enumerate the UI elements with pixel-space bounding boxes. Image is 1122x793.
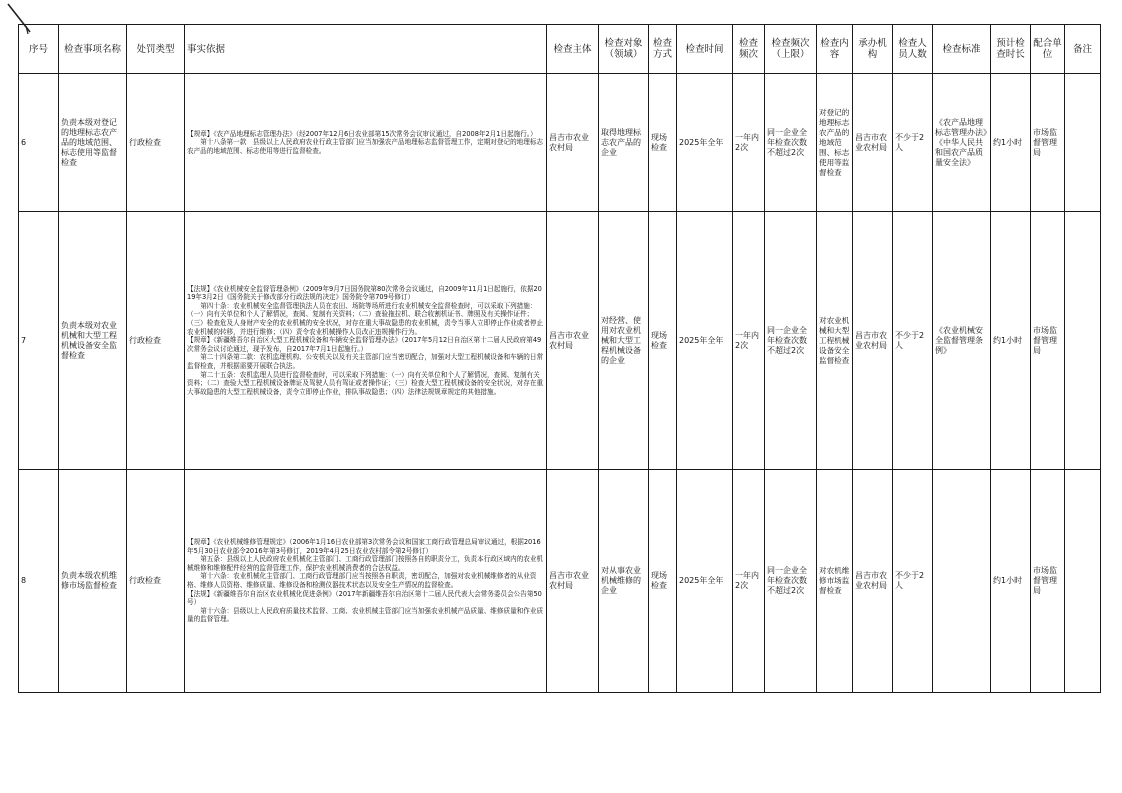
cell-subject: 昌吉市农业农村局	[547, 212, 599, 470]
basis-paragraph: 第二十五条：农机监理人员进行监督检查时，可以采取下列措施：（一）向有关单位和个人了解情况，查阅、复制有关资料；（二）查验大型工程机械设备牌证及驾驶人员有驾证或者操作证；（三）检查大型工程机械设备的安全状况，对存在重大事故隐患的大型工程机械设备，责令立即停止作业，排队事故隐患；（四）法律法规规章规定的其他措施。	[187, 370, 544, 396]
header-time: 检查时间	[677, 25, 733, 74]
cell-subject: 昌吉市农业农村局	[547, 470, 599, 693]
cell-note	[1065, 74, 1101, 212]
cell-basis	[185, 212, 547, 470]
basis-paragraph: 【规章】《农业机械维修管理规定》（2006年1月16日农业部第3次常务会议和国家工商行政管理总局审议通过，根据2016年5月30日农业部令2016年第3号修订，2019年4月25日农业农村部令第2号修订）	[187, 538, 541, 555]
header-note: 备注	[1065, 25, 1101, 74]
cell-org: 昌吉市农业农村局	[853, 212, 893, 470]
table-row	[19, 212, 1101, 470]
header-basis: 事实依据	[185, 25, 547, 74]
cell-people: 不少于2人	[893, 212, 933, 470]
cell-freq: 一年内2次	[733, 74, 765, 212]
cell-note	[1065, 212, 1101, 470]
cell-freq: 一年内2次	[733, 212, 765, 470]
cell-coop: 市场监督管理局	[1031, 470, 1065, 693]
cell-freq-limit: 同一企业全年检查次数不超过2次	[765, 470, 817, 693]
cell-seq: 6	[19, 74, 59, 212]
basis-paragraph: 第五条：县级以上人民政府农业机械化主管部门、工商行政管理部门按照各自的职责分工，负责本行政区域内的农业机械维修和维修配件经营的监督管理工作，保护农业机械消费者的合法权益。	[187, 555, 544, 572]
cell-item: 负责本级农机维修市场监督检查	[59, 470, 127, 693]
cell-seq: 7	[19, 212, 59, 470]
basis-paragraph: 第四十条：农业机械安全监督管理执法人员在农田、场院等场所进行农业机械安全监督检查时，可以采取下列措施：（一）向有关单位和个人了解情况，查阅、复制有关资料；（二）查验拖拉机、联合收割机证书、牌照及有关操作证件；（三）检查危及人身财产安全的农业机械的安全状况，对存在重大事故隐患的农业机械，责令当事人立即停止作业或者停止农业机械的转移，并进行维修；（四）责令农业机械操作人员改正违规操作行为。	[187, 301, 544, 336]
cell-freq: 一年内2次	[733, 470, 765, 693]
header-method: 检查方式	[649, 25, 677, 74]
header-freq-limit: 检查频次（上限）	[765, 25, 817, 74]
cell-item: 负责本级对登记的地理标志农产品的地域范围、标志使用等监督检查	[59, 74, 127, 212]
cell-content: 对登记的地理标志农产品的地域范围、标志使用等监督检查	[817, 74, 853, 212]
cell-freq-limit: 同一企业全年检查次数不超过2次	[765, 212, 817, 470]
cell-content: 对农业机械和大型工程机械设备安全监督检查	[817, 212, 853, 470]
cell-standard	[933, 470, 991, 693]
header-punish-type: 处罚类型	[127, 25, 185, 74]
cell-duration: 约1小时	[991, 212, 1031, 470]
cell-people: 不少于2人	[893, 470, 933, 693]
cell-freq-limit: 同一企业全年检查次数不超过2次	[765, 74, 817, 212]
inspection-table	[18, 24, 1101, 693]
basis-paragraph: 【法规】《农业机械安全监督管理条例》（2009年9月7日国务院第80次常务会议通过，自2009年11月1日起施行，依据2019年3月2日《国务院关于修改部分行政法规的决定》国务院令第709号修订）	[187, 284, 542, 302]
cell-basis	[185, 74, 547, 212]
cell-method: 现场检查	[649, 470, 677, 693]
cell-org: 昌吉市农业农村局	[853, 74, 893, 212]
cell-coop: 市场监督管理局	[1031, 74, 1065, 212]
basis-paragraph: 第十六条：农业机械化主管部门、工商行政管理部门应当按照各自职责，密切配合，加强对农业机械维修者的从业资格、维修人员资格、维修质量、维修设备和检测仪器技术状态以及安全生产情况的监督检查。	[187, 572, 537, 589]
header-duration: 预计检查时长	[991, 25, 1031, 74]
cell-subject: 昌吉市农业农村局	[547, 74, 599, 212]
cell-standard: 《农产品地理标志管理办法》《中华人民共和国农产品质量安全法》	[933, 74, 991, 212]
basis-paragraph: 第二十四条第二款：农机监理机构、公安机关以及有关主管部门应当密切配合，加强对大型工程机械设备和车辆的日常监督检查，并根据需要开展联合执法。	[187, 353, 544, 370]
cell-duration: 约1小时	[991, 470, 1031, 693]
cell-method: 现场检查	[649, 74, 677, 212]
header-object: 检查对象（领域）	[599, 25, 649, 74]
cell-standard: 《农业机械安全监督管理条例》	[933, 212, 991, 470]
header-org: 承办机构	[853, 25, 893, 74]
table-row	[19, 470, 1101, 693]
header-standard: 检查标准	[933, 25, 991, 74]
cell-punish-type: 行政检查	[127, 74, 185, 212]
cell-punish-type: 行政检查	[127, 212, 185, 470]
cell-note	[1065, 470, 1101, 693]
header-subject: 检查主体	[547, 25, 599, 74]
cell-time: 2025年全年	[677, 74, 733, 212]
header-content: 检查内容	[817, 25, 853, 74]
basis-paragraph: 【法规】《新疆维吾尔自治区农业机械化促进条例》（2017年新疆维吾尔自治区第十二届人民代表大会常务委员会公告第50号）	[187, 589, 542, 607]
basis-paragraph: 【规章】《农产品地理标志管理办法》（经2007年12月6日农业部第15次常务会议审议通过，自2008年2月1日起施行。）	[187, 129, 537, 138]
cell-object: 对从事农业机械维修的企业	[599, 470, 649, 693]
table-row	[19, 74, 1101, 212]
cell-time: 2025年全年	[677, 470, 733, 693]
cell-object: 对经营、使用对农业机械和大型工程机械设备的企业	[599, 212, 649, 470]
header-people: 检查人员人数	[893, 25, 933, 74]
header-item: 检查事项名称	[59, 25, 127, 74]
cell-item: 负责本级对农业机械和大型工程机械设备安全监督检查	[59, 212, 127, 470]
cell-content: 对农机维修市场监督检查	[817, 470, 853, 693]
cell-people: 不少于2人	[893, 74, 933, 212]
header-coop: 配合单位	[1031, 25, 1065, 74]
cell-object: 取得地理标志农产品的企业	[599, 74, 649, 212]
table-header-row	[19, 25, 1101, 74]
cell-coop: 市场监督管理局	[1031, 212, 1065, 470]
basis-paragraph: 第十六条：县级以上人民政府质量技术监督、工商、农业机械主管部门应当加强农业机械产品质量、维修质量和作业质量的监督管理。	[187, 606, 544, 624]
cell-org: 昌吉市农业农村局	[853, 470, 893, 693]
cell-time: 2025年全年	[677, 212, 733, 470]
basis-paragraph: 第十八条第一款 县级以上人民政府农业行政主管部门应当加强农产品地理标志监督管理工作，定期对登记的地理标志农产品的地域范围、标志使用等进行监督检查。	[187, 138, 544, 155]
cell-method: 现场检查	[649, 212, 677, 470]
cell-punish-type: 行政检查	[127, 470, 185, 693]
cell-basis	[185, 470, 547, 693]
cell-seq: 8	[19, 470, 59, 693]
header-freq: 检查频次	[733, 25, 765, 74]
basis-paragraph: 【规章】《新疆维吾尔自治区大型工程机械设备和车辆安全监督管理办法》（2017年5月12日自治区第十二届人民政府第49次常务会议讨论通过，现予发布，自2017年7月1日起施行。）	[187, 336, 542, 353]
header-seq: 序号	[19, 25, 59, 74]
cell-duration: 约1小时	[991, 74, 1031, 212]
